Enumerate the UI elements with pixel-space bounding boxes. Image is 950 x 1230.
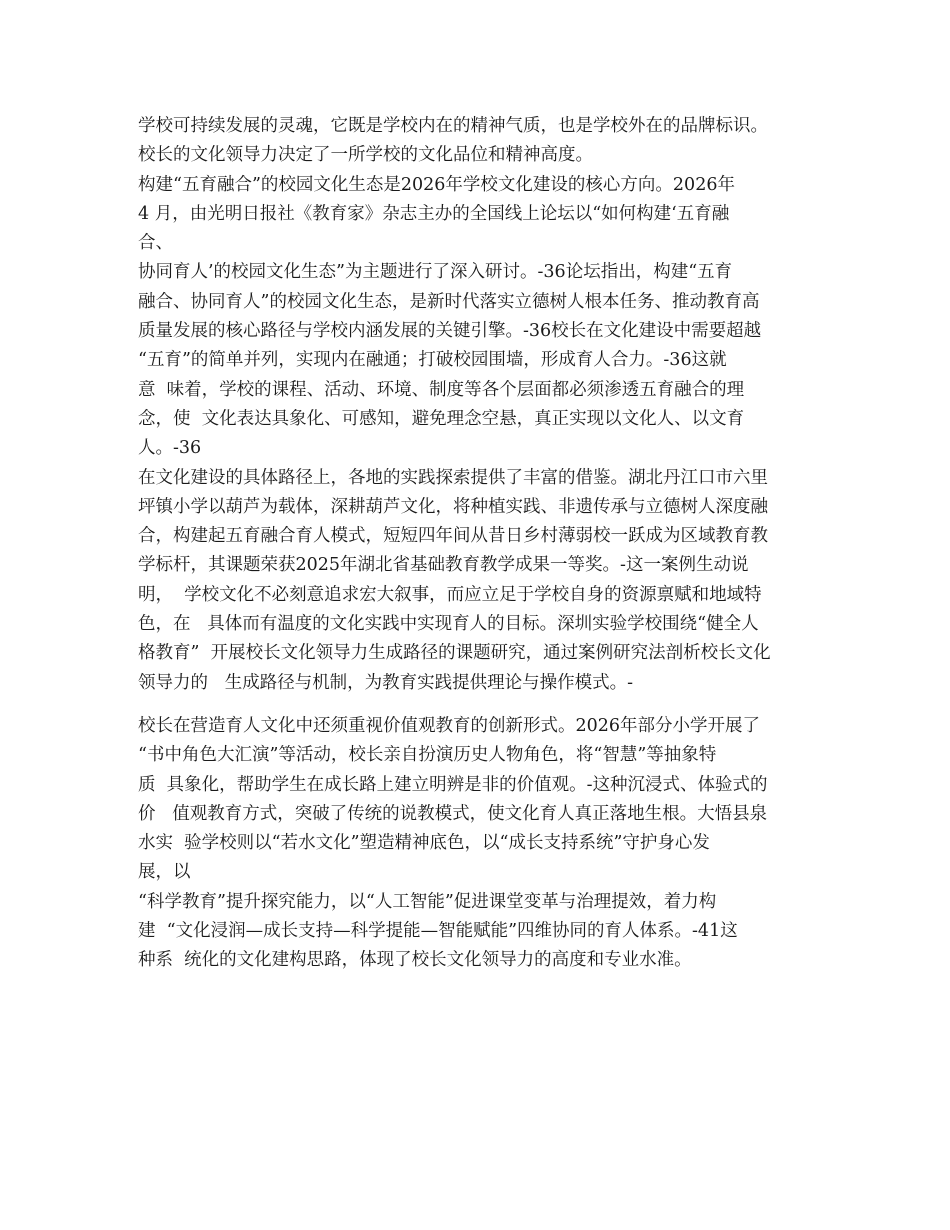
text-line: 质量发展的核心路径与学校内涵发展的关键引擎。-36校长在文化建设中需要超越 [138, 321, 762, 342]
text-line: “书中角色大汇演”等活动，校长亲自扮演历史人物角色，将“智慧”等抽象特 [138, 745, 717, 766]
text-line: 4 月，由光明日报社《教育家》杂志主办的全国线上论坛以“如何构建‘五育融 [138, 203, 730, 224]
text-line: 领导力的 生成路径与机制，为教育实践提供理论与操作模式。- [138, 672, 634, 693]
text-line: 格教育” 开展校长文化领导力生成路径的课题研究，通过案例研究法剖析校长文化 [138, 643, 771, 664]
text-line: 种系 统化的文化建构思路，体现了校长文化领导力的高度和专业水准。 [138, 950, 692, 971]
text-line: 学标杆，其课题荣获2025年湖北省基础教育教学成果一等奖。-这一案例生动说 [138, 555, 749, 576]
text-line: 校长在营造育人文化中还须重视价值观教育的创新形式。2026年部分小学开展了 [138, 715, 761, 736]
text-line: 在文化建设的具体路径上，各地的实践探索提供了丰富的借鉴。湖北丹江口市六里 [138, 467, 768, 488]
document-body [138, 112, 838, 976]
text-line: 协同育人’的校园文化生态”为主题进行了深入研讨。-36论坛指出，构建“五育 [138, 262, 733, 283]
text-line: 意 味着，学校的课程、活动、环境、制度等各个层面都必须渗透五育融合的理 [138, 379, 745, 400]
text-line: 合，构建起五育融合育人模式，短短四年间从昔日乡村薄弱校一跃成为区域教育教 [138, 526, 768, 547]
text-line: 念，使 文化表达具象化、可感知，避免理念空悬，真正实现以文化人、以文育 [138, 408, 745, 429]
text-line: 校长的文化领导力决定了一所学校的文化品位和精神高度。 [138, 145, 593, 166]
text-line: 价 值观教育方式，突破了传统的说教模式，使文化育人真正落地生根。大悟县泉 [138, 803, 768, 824]
paragraph-gap [138, 698, 838, 712]
text-line: 展，以 [138, 862, 191, 883]
text-line: 建 “文化浸润—成长支持—科学提能—智能赋能”四维协同的育人体系。-41这 [138, 921, 738, 942]
text-line: 水实 验学校则以“若水文化”塑造精神底色，以“成长支持系统”守护身心发 [138, 833, 710, 854]
text-line: “五育”的简单并列，实现内在融通；打破校园围墙，形成育人合力。-36这就 [138, 350, 727, 371]
text-line: 构建“五育融合”的校园文化生态是2026年学校文化建设的核心方向。2026年 [138, 174, 735, 195]
text-line: 坪镇小学以葫芦为载体，深耕葫芦文化，将种植实践、非遗传承与立德树人深度融 [138, 496, 768, 517]
text-line: 人。-36 [138, 438, 202, 459]
text-line: “科学教育”提升探究能力，以“人工智能”促进课堂变革与治理提效，着力构 [138, 891, 717, 912]
text-line: 合、 [138, 233, 173, 254]
text-line: 融合、协同育人”的校园文化生态，是新时代落实立德树人根本任务、推动教育高 [138, 291, 760, 312]
text-line: 色，在 具体而有温度的文化实践中实现育人的目标。深圳实验学校围绕“健全人 [138, 614, 759, 635]
text-line: 学校可持续发展的灵魂，它既是学校内在的精神气质，也是学校外在的品牌标识。 [138, 116, 768, 136]
text-line: 质 具象化，帮助学生在成长路上建立明辨是非的价值观。-这种沉浸式、体验式的 [138, 774, 768, 795]
text-line: 明， 学校文化不必刻意追求宏大叙事，而应立足于学校自身的资源禀赋和地域特 [138, 584, 762, 605]
